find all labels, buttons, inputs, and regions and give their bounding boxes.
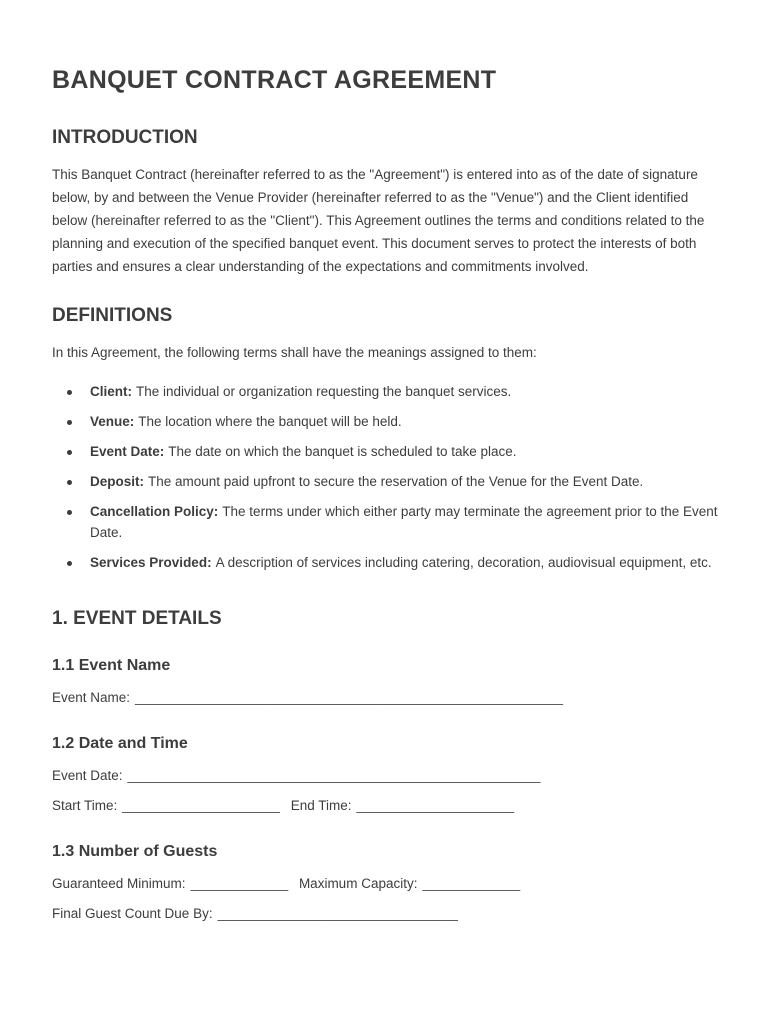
term-definition: The location where the banquet will be held.	[138, 414, 402, 429]
start-time-label: Start Time:	[52, 798, 118, 813]
event-date-field	[52, 768, 541, 783]
term-definition: The individual or organization requesting the banquet services.	[136, 384, 512, 399]
introduction-paragraph: This Banquet Contract (hereinafter referred to as the "Agreement") is entered into as of the date of signature below, by and between the Venue Provider (hereinafter referred to as the "Venue") and the Client identified below (hereinafter referred to as the "Client"). This Agreement outlines the terms and conditions related to the planning and execution of the specified banquet event. This document serves to protect the interests of both parties and ensures a clear understanding of the expectations and commitments involved.	[52, 167, 705, 274]
time-field-line	[52, 796, 718, 816]
term-name: Client:	[90, 384, 132, 399]
list-item-client	[52, 381, 718, 402]
event-name-blank[interactable]: _________________________________________________________	[135, 690, 564, 705]
definitions-list	[52, 381, 718, 573]
maximum-capacity-label: Maximum Capacity:	[298, 876, 418, 891]
definitions-intro: In this Agreement, the following terms shall have the meanings assigned to them:	[52, 345, 537, 360]
definitions-heading: DEFINITIONS	[52, 305, 173, 326]
list-item-venue	[52, 411, 718, 432]
final-guest-count-field-line	[52, 904, 718, 924]
list-item-event-date	[52, 441, 718, 462]
guests-heading: 1.3 Number of Guests	[52, 843, 218, 860]
maximum-capacity-blank[interactable]: _____________	[422, 876, 521, 891]
introduction-heading: INTRODUCTION	[52, 127, 198, 148]
final-guest-count-field	[52, 906, 458, 921]
term-name: Venue:	[90, 414, 135, 429]
event-name-label: Event Name:	[52, 690, 131, 705]
start-time-field	[52, 798, 280, 813]
guaranteed-minimum-blank[interactable]: _____________	[190, 876, 289, 891]
final-guest-count-blank[interactable]: ________________________________	[217, 906, 458, 921]
end-time-blank[interactable]: _____________________	[356, 798, 515, 813]
guest-counts-field-line	[52, 874, 718, 894]
list-item-services-provided	[52, 552, 718, 573]
event-date-field-line	[52, 766, 718, 786]
event-date-label: Event Date:	[52, 768, 123, 783]
term-definition: The amount paid upfront to secure the reservation of the Venue for the Event Date.	[148, 474, 644, 489]
start-time-blank[interactable]: _____________________	[122, 798, 280, 813]
maximum-capacity-field	[299, 876, 520, 891]
event-details-heading: 1. EVENT DETAILS	[52, 608, 222, 629]
term-name: Deposit:	[90, 474, 144, 489]
guaranteed-minimum-field	[52, 876, 288, 891]
date-time-heading: 1.2 Date and Time	[52, 735, 188, 752]
event-name-field-line	[52, 688, 718, 708]
event-name-heading: 1.1 Event Name	[52, 657, 171, 674]
term-definition: The date on which the banquet is scheduled to take place.	[168, 444, 517, 459]
event-date-blank[interactable]: _______________________________________________________	[127, 768, 541, 783]
term-definition: The terms under which either party may terminate the agreement prior to the Event Date.	[90, 504, 718, 540]
event-name-field	[52, 690, 563, 705]
end-time-field	[291, 798, 514, 813]
document-title: BANQUET CONTRACT AGREEMENT	[52, 66, 497, 94]
guaranteed-minimum-label: Guaranteed Minimum:	[52, 876, 186, 891]
list-item-cancellation-policy	[52, 501, 718, 543]
list-item-deposit	[52, 471, 718, 492]
final-guest-count-label: Final Guest Count Due By:	[52, 906, 213, 921]
term-name: Services Provided:	[90, 555, 212, 570]
end-time-label: End Time:	[290, 798, 352, 813]
term-definition: A description of services including catering, decoration, audiovisual equipment, etc.	[215, 555, 712, 570]
term-name: Event Date:	[90, 444, 165, 459]
term-name: Cancellation Policy:	[90, 504, 219, 519]
